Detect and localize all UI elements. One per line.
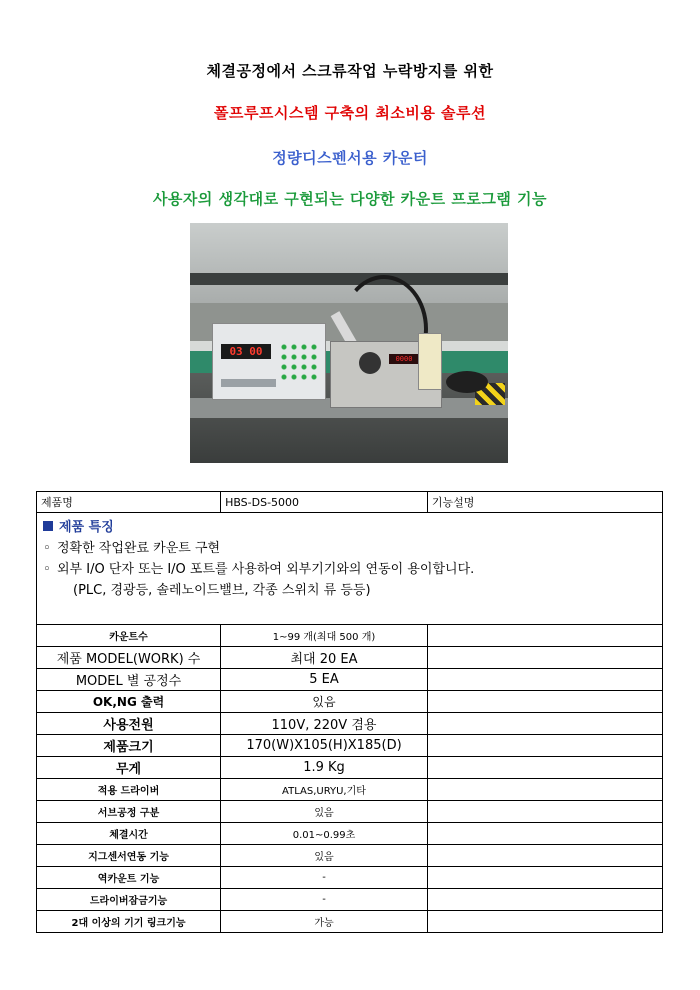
spec-label: 제품 MODEL(WORK) 수 [37,647,221,669]
spec-label: 제품크기 [37,735,221,757]
photo-counter-label [221,379,276,387]
photo-counter-device [212,323,326,400]
spec-label: 카운트수 [37,625,221,647]
headline-1: 체결공정에서 스크류작업 누락방지를 위한 [206,62,494,80]
spec-label: 드라이버잠금기능 [37,889,221,911]
spec-row [37,735,663,757]
spec-desc [427,647,662,669]
spec-header-row [37,492,663,513]
feature-note: (PLC, 경광등, 솔레노이드밸브, 각종 스위치 류 등등) [73,583,371,598]
spec-value: 있음 [221,801,428,823]
headline-3: 정량디스펜서용 카운터 [272,149,428,167]
spec-value: 5 EA [221,669,428,691]
feature-item [43,538,662,559]
spec-label: 서브공정 구분 [37,801,221,823]
spec-row [37,713,663,735]
spec-label: 무게 [37,757,221,779]
spec-value: 170(W)X105(H)X185(D) [221,735,428,757]
spec-desc [427,691,662,713]
spec-desc [427,845,662,867]
headline-4: 사용자의 생각대로 구현되는 다양한 카운트 프로그램 기능 [152,190,548,208]
product-name-value: HBS-DS-5000 [221,492,428,513]
spec-row [37,779,663,801]
photo-dispenser-display: 0000 [389,354,419,364]
spec-value: - [221,867,428,889]
photo-dispenser-knob [359,352,381,374]
feature-item-text: 외부 I/O 단자 또는 I/O 포트를 사용하여 외부기기와의 연동이 용이합니다. [57,562,475,577]
spec-label: 2대 이상의 기기 링크기능 [37,911,221,933]
spec-label: 체결시간 [37,823,221,845]
spec-row [37,669,663,691]
spec-table [36,491,663,933]
spec-value: - [221,889,428,911]
spec-row [37,823,663,845]
circle-bullet-icon: ◦ [43,541,51,556]
spec-desc [427,713,662,735]
product-photo [190,223,508,463]
spec-value: 있음 [221,691,428,713]
spec-label: OK,NG 출력 [37,691,221,713]
spec-desc [427,889,662,911]
spec-row [37,801,663,823]
spec-row [37,911,663,933]
headline-2: 폴프루프시스템 구축의 최소비용 솔루션 [214,104,486,122]
square-bullet-icon [43,521,53,531]
spec-desc [427,625,662,647]
circle-bullet-icon: ◦ [43,562,51,577]
spec-desc [427,911,662,933]
product-name-label: 제품명 [37,492,221,513]
spec-value: 1.9 Kg [221,757,428,779]
spec-desc [427,669,662,691]
spec-value: 가능 [221,911,428,933]
spec-value: 110V, 220V 겸용 [221,713,428,735]
spec-value: 있음 [221,845,428,867]
features-title [43,517,662,538]
spec-row [37,867,663,889]
features-row [37,513,663,625]
spec-desc [427,779,662,801]
photo-counter-display: 03 00 [221,344,271,359]
spec-desc [427,867,662,889]
spec-desc [427,757,662,779]
spec-row [37,647,663,669]
function-desc-label: 기능설명 [427,492,662,513]
feature-item-text: 정확한 작업완료 카운트 구현 [57,541,221,556]
spec-value: 0.01~0.99초 [221,823,428,845]
spec-desc [427,735,662,757]
photo-counter-buttons [279,342,319,382]
spec-value: 1~99 개(최대 500 개) [221,625,428,647]
photo-rail-top [190,273,508,285]
spec-label: MODEL 별 공정수 [37,669,221,691]
spec-row [37,691,663,713]
spec-value: 최대 20 EA [221,647,428,669]
spec-row [37,845,663,867]
feature-item [43,559,662,580]
spec-desc [427,823,662,845]
spec-desc [427,801,662,823]
features-title-text: 제품 특징 [59,520,114,535]
spec-row [37,625,663,647]
spec-row [37,757,663,779]
photo-background [190,223,508,303]
spec-label: 지그센서연동 기능 [37,845,221,867]
spec-label: 사용전원 [37,713,221,735]
spec-label: 역카운트 기능 [37,867,221,889]
photo-ad-unit [418,333,442,390]
features-cell [37,513,663,625]
spec-label: 적용 드라이버 [37,779,221,801]
photo-foot-pedal [446,371,488,393]
spec-row [37,889,663,911]
spec-value: ATLAS,URYU,기타 [221,779,428,801]
